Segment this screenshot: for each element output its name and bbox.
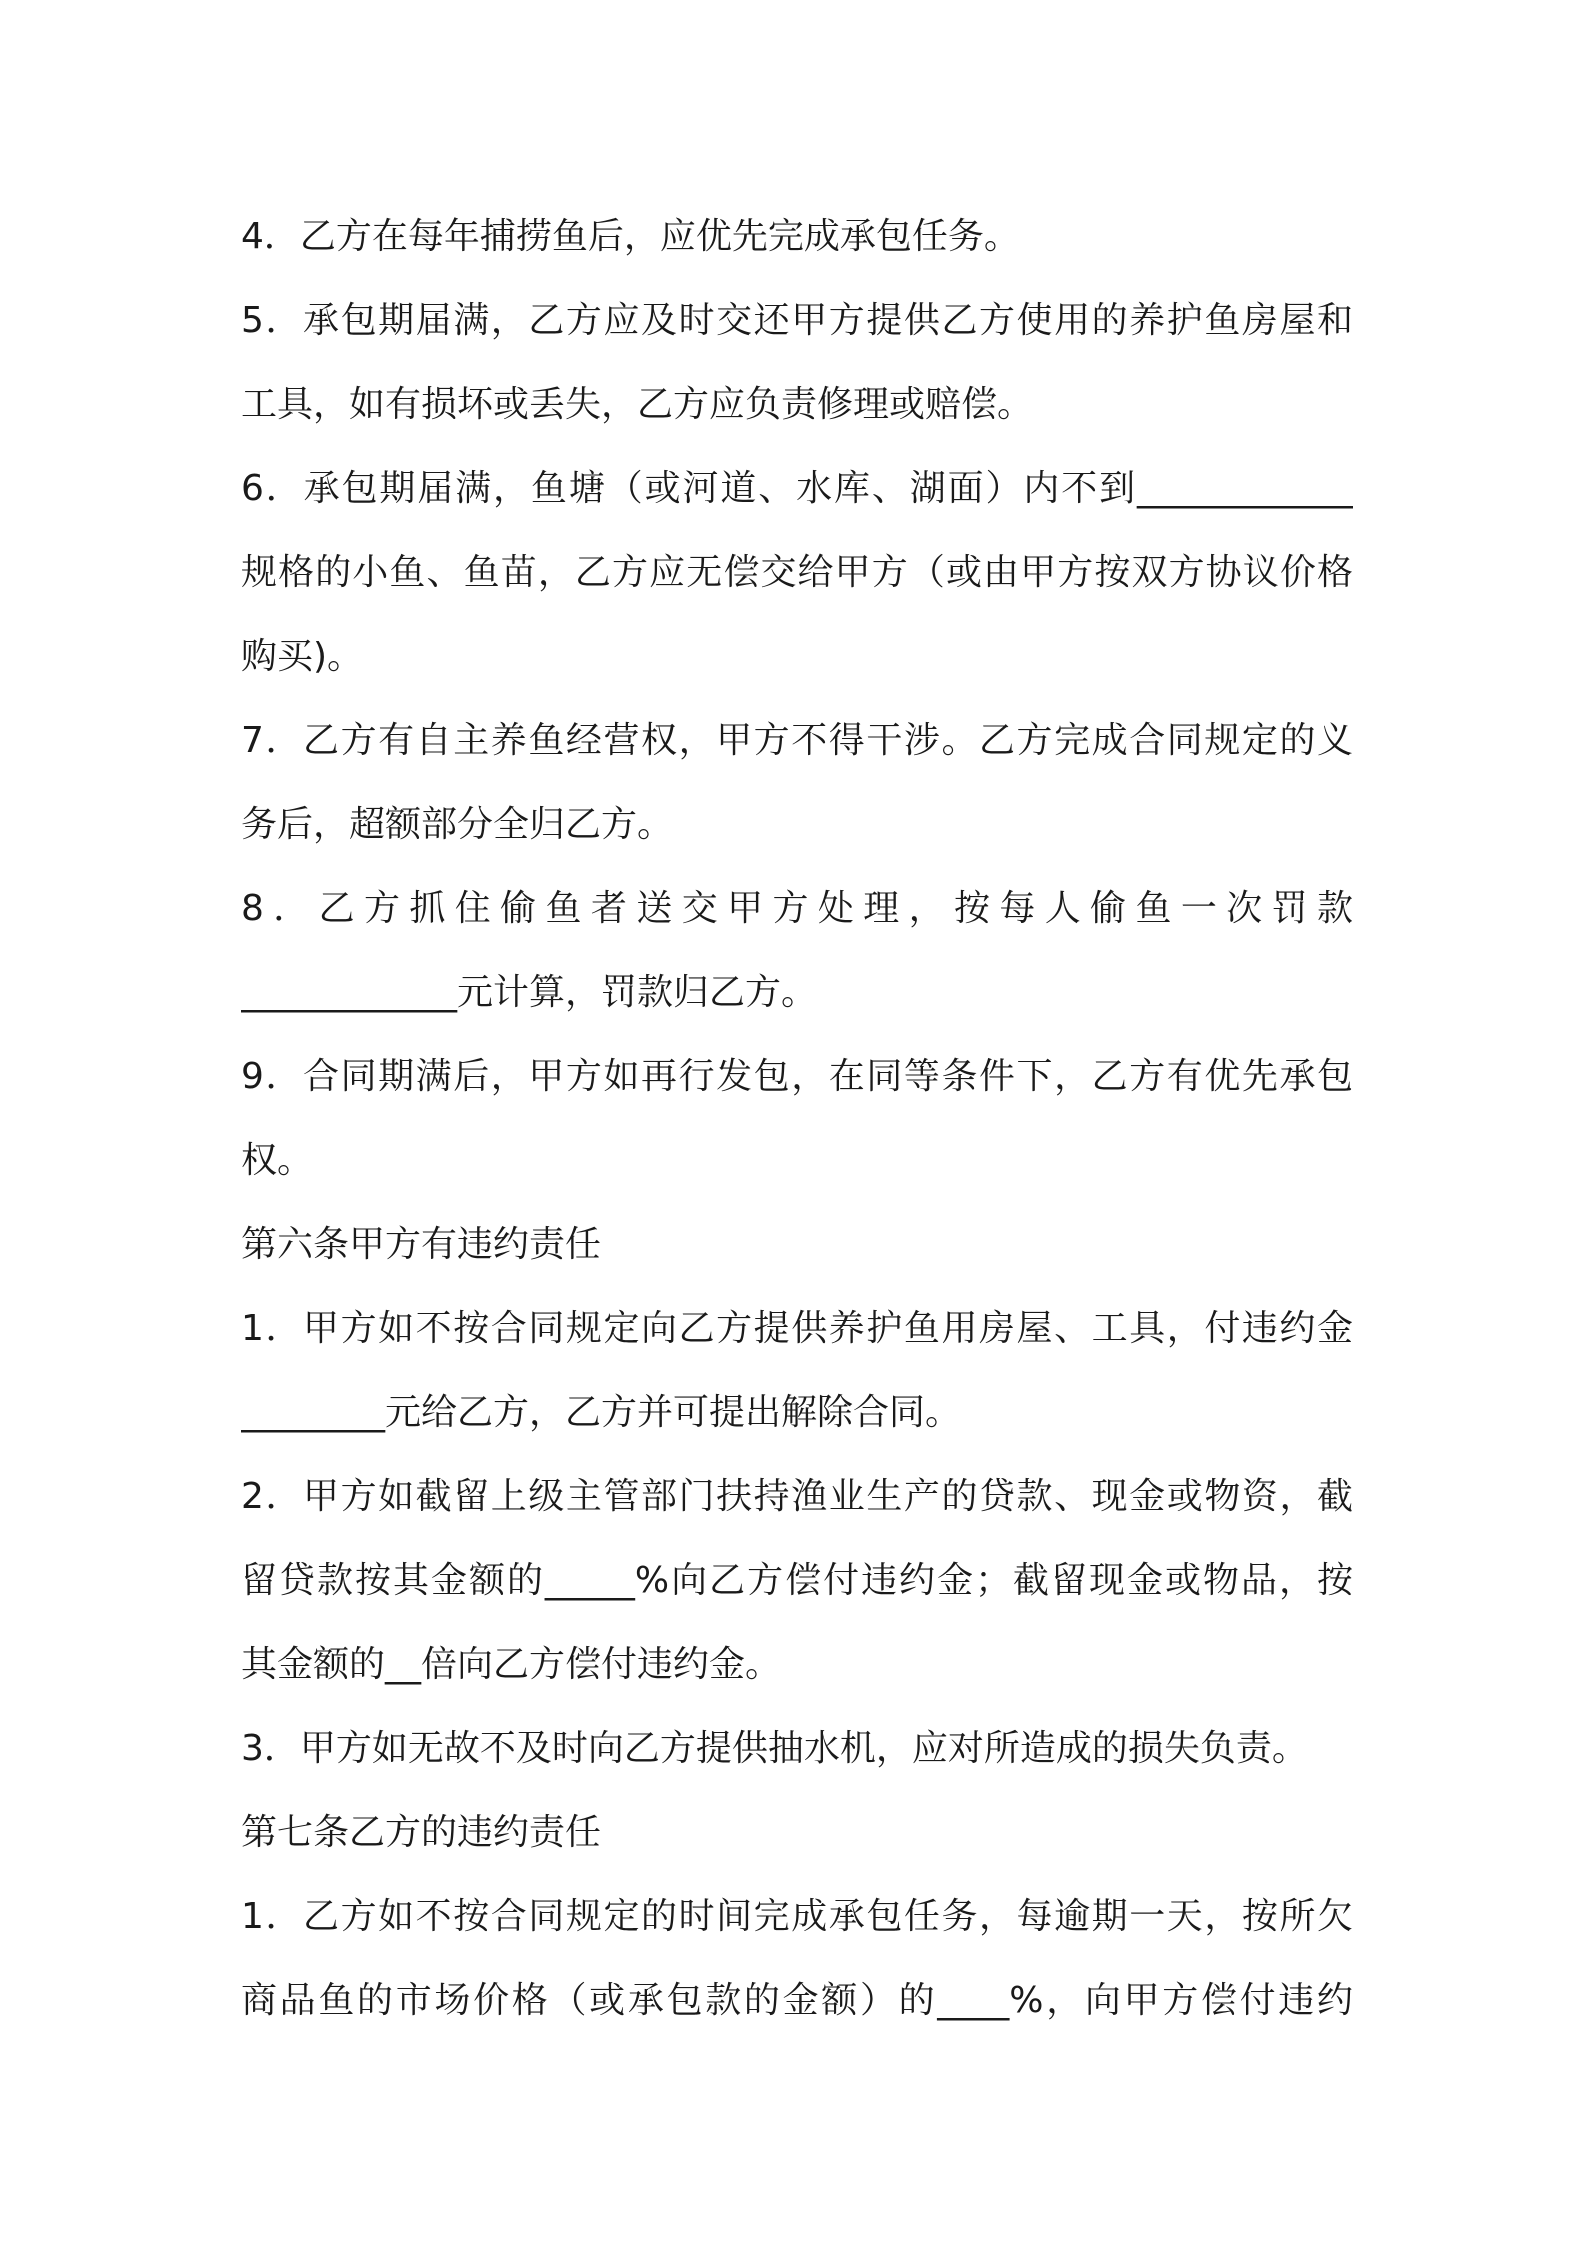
clause-7-1-line-1: 1．乙方如不按合同规定的时间完成承包任务，每逾期一天，按所欠	[241, 1896, 1353, 1937]
clause-6-3-line-1: 3．甲方如无故不及时向乙方提供抽水机，应对所造成的损失负责。	[241, 1728, 1308, 1769]
clause-5-9-line-2: 权。	[241, 1140, 314, 1181]
article-6-heading: 第六条甲方有违约责任	[241, 1224, 602, 1265]
article-7-heading: 第七条乙方的违约责任	[241, 1812, 602, 1853]
clause-5-7-line-2: 务后，超额部分全归乙方。	[241, 804, 674, 845]
document-page	[241, 195, 1353, 2043]
clause-5-8-line-2: ____________元计算，罚款归乙方。	[241, 972, 818, 1013]
clause-5-5-line-2: 工具，如有损坏或丢失，乙方应负责修理或赔偿。	[241, 384, 1034, 425]
clause-5-6-line-2: 规格的小鱼、鱼苗，乙方应无偿交给甲方（或由甲方按双方协议价格	[241, 552, 1353, 593]
clause-5-6-line-1: 6．承包期届满，鱼塘（或河道、水库、湖面）内不到____________	[241, 468, 1353, 509]
clause-5-9-line-1: 9．合同期满后，甲方如再行发包，在同等条件下，乙方有优先承包	[241, 1056, 1353, 1097]
clause-6-1-line-2: ________元给乙方，乙方并可提出解除合同。	[241, 1392, 962, 1433]
clause-6-2-line-3: 其金额的__倍向乙方偿付违约金。	[241, 1644, 782, 1685]
clause-6-1-line-1: 1．甲方如不按合同规定向乙方提供养护鱼用房屋、工具，付违约金	[241, 1308, 1353, 1349]
clause-5-4-line: 4．乙方在每年捕捞鱼后，应优先完成承包任务。	[241, 216, 1020, 257]
clause-6-2-line-1: 2．甲方如截留上级主管部门扶持渔业生产的贷款、现金或物资，截	[241, 1476, 1353, 1517]
clause-5-6-line-3: 购买)。	[241, 636, 364, 677]
clause-6-2-line-2: 留贷款按其金额的_____%向乙方偿付违约金；截留现金或物品，按	[241, 1560, 1353, 1601]
clause-5-5-line-1: 5．承包期届满，乙方应及时交还甲方提供乙方使用的养护鱼房屋和	[241, 300, 1353, 341]
clause-5-7-line-1: 7．乙方有自主养鱼经营权，甲方不得干涉。乙方完成合同规定的义	[241, 720, 1353, 761]
clause-7-1-line-2: 商品鱼的市场价格（或承包款的金额）的____%，向甲方偿付违约	[241, 1980, 1353, 2021]
clause-5-8-line-1: 8．乙方抓住偷鱼者送交甲方处理，按每人偷鱼一次罚款	[241, 888, 1353, 929]
